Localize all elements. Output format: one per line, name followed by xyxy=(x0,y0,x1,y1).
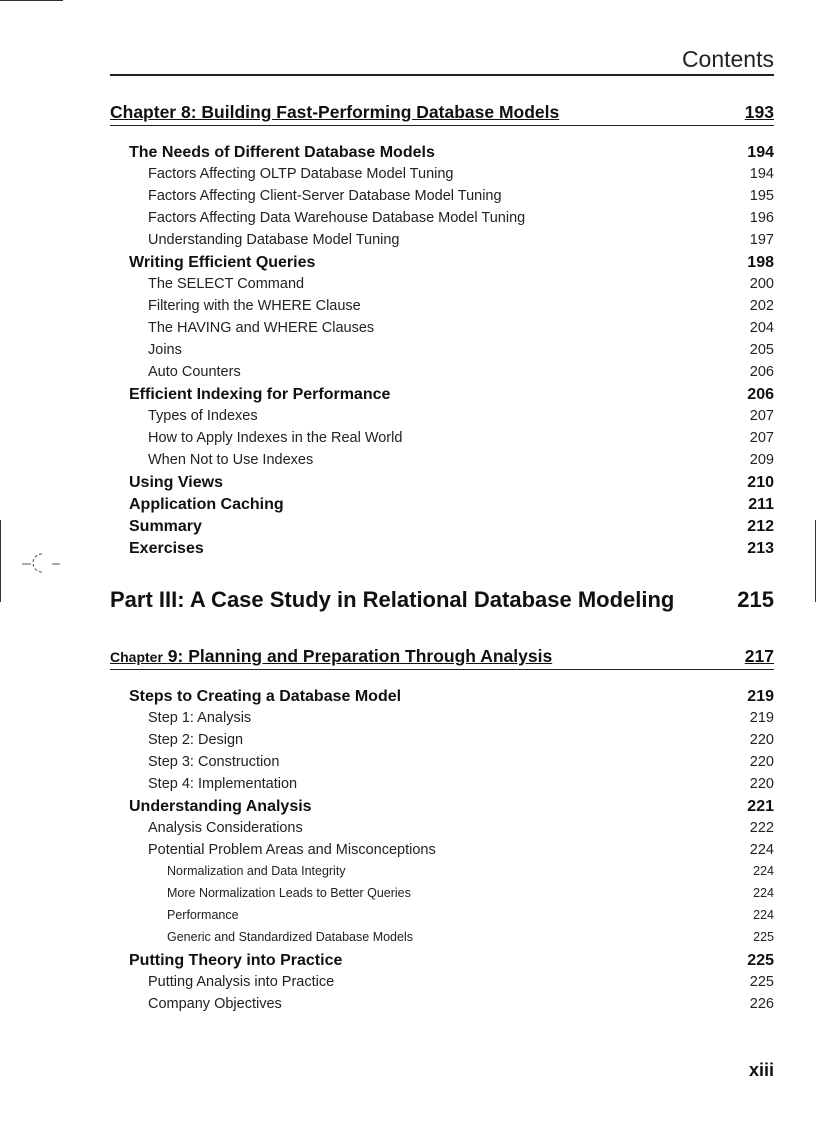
toc-section[interactable] xyxy=(110,952,774,974)
section-page: 206 xyxy=(747,386,774,403)
section-title: Exercises xyxy=(129,540,204,557)
toc-subsection[interactable] xyxy=(110,166,774,188)
subsection-title: Potential Problem Areas and Misconceptions xyxy=(148,842,436,858)
subsection-page: 222 xyxy=(749,820,774,836)
subsection-page: 207 xyxy=(749,430,774,446)
section-title: Summary xyxy=(129,518,202,535)
part-page: 215 xyxy=(737,587,774,612)
toc-section[interactable] xyxy=(110,254,774,276)
subsection-page: 202 xyxy=(749,298,774,314)
toc-subsection[interactable] xyxy=(110,342,774,364)
chapter-title: 9: Planning and Preparation Through Analysis xyxy=(167,646,553,666)
subsection-title: Analysis Considerations xyxy=(148,820,303,836)
toc-section[interactable] xyxy=(110,540,774,562)
toc-subsection[interactable] xyxy=(110,430,774,452)
subsection-title: Understanding Database Model Tuning xyxy=(148,232,400,248)
toc-subsection[interactable] xyxy=(110,776,774,798)
section-page: 212 xyxy=(747,518,774,535)
subsection-page: 204 xyxy=(749,320,774,336)
subsection-title: Factors Affecting Data Warehouse Database Model Tuning xyxy=(148,210,526,226)
subsection-page: 194 xyxy=(749,166,774,182)
toc-subsubsection[interactable] xyxy=(110,930,774,952)
section-page: 211 xyxy=(748,496,774,513)
subsection-title: Factors Affecting OLTP Database Model Tuning xyxy=(148,166,454,182)
crop-mark-left xyxy=(0,520,1,602)
section-title: Writing Efficient Queries xyxy=(129,254,316,271)
section-page: 210 xyxy=(747,474,774,491)
subsection-page: 200 xyxy=(749,276,774,292)
toc-section[interactable] xyxy=(110,386,774,408)
subsection-page: 209 xyxy=(749,452,774,468)
part-title: Part III: A Case Study in Relational Database Modeling xyxy=(110,587,675,612)
subsubsection-title: More Normalization Leads to Better Queries xyxy=(167,886,411,900)
toc-section[interactable] xyxy=(110,518,774,540)
section-title: Putting Theory into Practice xyxy=(129,952,343,969)
toc-section[interactable] xyxy=(110,798,774,820)
registration-mark-icon xyxy=(22,546,68,576)
subsection-title: Step 4: Implementation xyxy=(148,776,298,792)
toc-subsection[interactable] xyxy=(110,364,774,386)
toc-subsection[interactable] xyxy=(110,710,774,732)
subsubsection-page: 224 xyxy=(753,908,774,922)
part-3-entry[interactable] xyxy=(110,580,774,620)
subsection-page: 195 xyxy=(749,188,774,204)
subsection-page: 220 xyxy=(749,754,774,770)
subsection-page: 220 xyxy=(749,776,774,792)
section-title: Efficient Indexing for Performance xyxy=(129,386,391,403)
chapter-8-entry[interactable] xyxy=(110,92,774,126)
subsubsection-title: Normalization and Data Integrity xyxy=(167,864,346,878)
toc-subsubsection[interactable] xyxy=(110,908,774,930)
subsection-title: Factors Affecting Client-Server Database Model Tuning xyxy=(148,188,502,204)
chapter-prefix: Chapter xyxy=(110,649,163,665)
toc-subsection[interactable] xyxy=(110,974,774,996)
toc-subsection[interactable] xyxy=(110,232,774,254)
subsection-title: The SELECT Command xyxy=(148,276,305,292)
subsection-title: Company Objectives xyxy=(148,996,282,1012)
subsection-title: Joins xyxy=(148,342,182,358)
toc-subsection[interactable] xyxy=(110,820,774,842)
toc-subsection[interactable] xyxy=(110,452,774,474)
toc-subsection[interactable] xyxy=(110,996,774,1018)
toc-subsection[interactable] xyxy=(110,188,774,210)
chapter-title: Chapter 8: Building Fast-Performing Database Models xyxy=(110,102,560,122)
subsection-page: 196 xyxy=(749,210,774,226)
subsection-page: 224 xyxy=(749,842,774,858)
toc-subsection[interactable] xyxy=(110,408,774,430)
section-page: 198 xyxy=(747,254,774,271)
subsection-title: Step 2: Design xyxy=(148,732,244,748)
section-page: 213 xyxy=(747,540,774,557)
subsection-title: Step 3: Construction xyxy=(148,754,280,770)
chapter-9-entry[interactable] xyxy=(110,636,774,670)
section-page: 194 xyxy=(747,144,774,161)
section-title: Using Views xyxy=(129,474,223,491)
subsection-title: Putting Analysis into Practice xyxy=(148,974,335,990)
subsection-title: Filtering with the WHERE Clause xyxy=(148,298,361,314)
toc-subsection[interactable] xyxy=(110,276,774,298)
toc-section[interactable] xyxy=(110,474,774,496)
subsection-page: 226 xyxy=(749,996,774,1012)
toc-section[interactable] xyxy=(110,496,774,518)
subsection-page: 205 xyxy=(749,342,774,358)
toc-subsection[interactable] xyxy=(110,210,774,232)
section-page: 225 xyxy=(747,952,774,969)
toc-subsection[interactable] xyxy=(110,298,774,320)
toc-subsubsection[interactable] xyxy=(110,886,774,908)
subsection-page: 206 xyxy=(749,364,774,380)
subsubsection-title: Generic and Standardized Database Models xyxy=(167,930,413,944)
subsection-title: Auto Counters xyxy=(148,364,241,380)
toc-section[interactable] xyxy=(110,688,774,710)
subsection-page: 207 xyxy=(749,408,774,424)
subsection-title: How to Apply Indexes in the Real World xyxy=(148,430,403,446)
table-of-contents xyxy=(110,92,774,1018)
crop-mark-top xyxy=(0,0,63,1)
toc-subsection[interactable] xyxy=(110,732,774,754)
section-title: Understanding Analysis xyxy=(129,798,312,815)
subsubsection-page: 224 xyxy=(753,886,774,900)
toc-subsection[interactable] xyxy=(110,842,774,864)
running-header: Contents xyxy=(681,46,774,72)
subsection-title: When Not to Use Indexes xyxy=(148,452,314,468)
chapter-page: 217 xyxy=(744,646,774,666)
page-number: xiii xyxy=(748,1060,774,1080)
subsection-page: 197 xyxy=(749,232,774,248)
subsection-title: The HAVING and WHERE Clauses xyxy=(148,320,375,336)
subsubsection-title: Performance xyxy=(167,908,239,922)
toc-subsection[interactable] xyxy=(110,320,774,342)
subsubsection-page: 224 xyxy=(753,864,774,878)
section-title: The Needs of Different Database Models xyxy=(129,144,435,161)
chapter-page: 193 xyxy=(744,102,774,122)
toc-subsubsection[interactable] xyxy=(110,864,774,886)
header-rule xyxy=(110,74,774,76)
section-page: 219 xyxy=(747,688,774,705)
subsection-page: 219 xyxy=(749,710,774,726)
toc-section[interactable] xyxy=(110,144,774,166)
section-title: Steps to Creating a Database Model xyxy=(129,688,402,705)
chapter-title-wrap xyxy=(110,646,552,667)
subsubsection-page: 225 xyxy=(753,930,774,944)
subsection-title: Step 1: Analysis xyxy=(148,710,252,726)
subsection-page: 225 xyxy=(749,974,774,990)
toc-subsection[interactable] xyxy=(110,754,774,776)
subsection-title: Types of Indexes xyxy=(148,408,258,424)
section-title: Application Caching xyxy=(129,496,284,513)
section-page: 221 xyxy=(747,798,774,815)
subsection-page: 220 xyxy=(749,732,774,748)
